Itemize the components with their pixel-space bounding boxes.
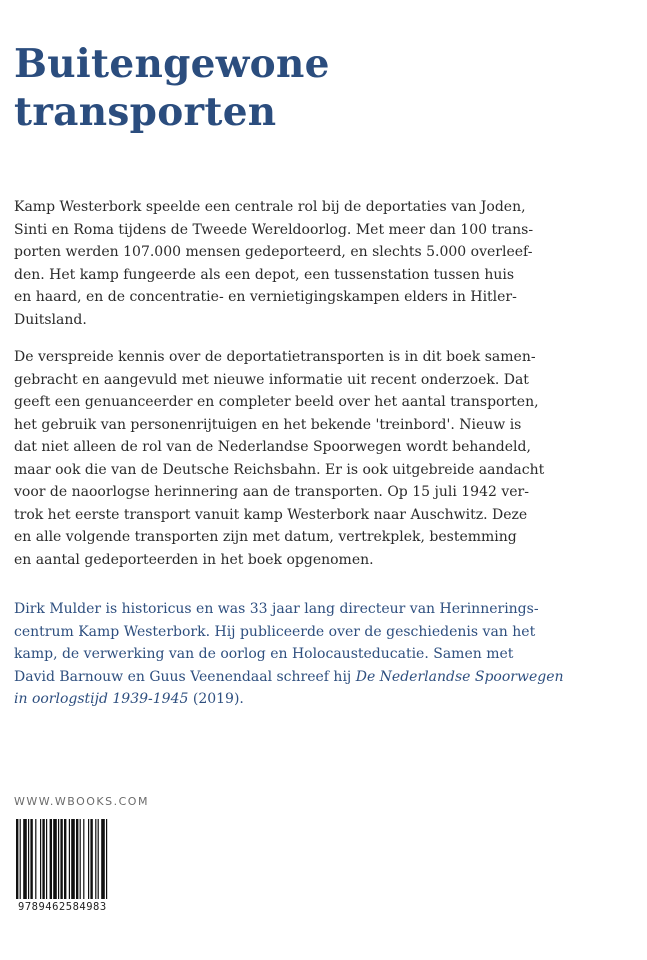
title-line-1: Buitengewone: [14, 41, 330, 87]
text-line: en haard, en de concentratie- en vernietigingskampen elders in Hitler-: [14, 289, 517, 305]
barcode: [10, 815, 142, 917]
publisher-website: WWW.WBOOKS.COM: [14, 795, 149, 808]
bio-line: Dirk Mulder is historicus en was 33 jaar lang directeur van Herinnerings-: [14, 601, 539, 617]
text-line: Sinti en Roma tijdens de Tweede Wereldoorlog. Met meer dan 100 trans-: [14, 221, 534, 238]
bio-line: centrum Kamp Westerbork. Hij publiceerde over de geschiedenis van het: [14, 623, 536, 640]
barcode-bar: [30, 819, 32, 899]
barcode-bar: [83, 819, 84, 899]
barcode-bar: [64, 819, 66, 899]
text-line: het gebruik van personenrijtuigen en het bekende 'treinbord'. Nieuw is: [14, 416, 522, 433]
barcode-bar: [95, 819, 96, 899]
text-line: voor de naoorlogse herinnering aan de transporten. Op 15 juli 1942 ver-: [14, 484, 529, 500]
text-line: Kamp Westerbork speelde een centrale rol bij de deportaties van Joden,: [14, 199, 526, 215]
bio-line: [14, 666, 624, 689]
book-title-italic: in oorlogstijd 1939-1945: [14, 691, 189, 707]
bio-line: [14, 688, 624, 711]
barcode-bar: [46, 819, 47, 899]
barcode-bar: [53, 819, 57, 899]
title-line-2: transporten: [14, 89, 277, 135]
text-line: en aantal gedeporteerden in het boek opgenomen.: [14, 551, 374, 568]
intro-paragraph: [14, 196, 624, 331]
barcode-bar: [28, 819, 29, 899]
barcode-bar: [35, 819, 36, 899]
barcode-bar: [50, 819, 52, 899]
text-line: dat niet alleen de rol van de Nederlandse Spoorwegen wordt behandeld,: [14, 439, 531, 455]
text-line: De verspreide kennis over de deportatietransporten is in dit boek samen-: [14, 349, 536, 365]
text-line: maar ook die van de Deutsche Reichsbahn. Er is ook uitgebreide aandacht: [14, 461, 545, 478]
barcode-bar: [42, 819, 44, 899]
bio-text: (2019).: [188, 691, 244, 707]
bio-text: David Barnouw en Guus Veenendaal schreef hij: [14, 668, 356, 685]
barcode-bar: [101, 819, 105, 899]
barcode-bar: [71, 819, 75, 899]
barcode-bar: [90, 819, 92, 899]
text-line: gebracht en aangevuld met nieuwe informatie uit recent onderzoek. Dat: [14, 371, 529, 388]
body-paragraph: [14, 346, 624, 571]
barcode-bar: [76, 819, 78, 899]
text-line: den. Het kamp fungeerde als een depot, een tussenstation tussen huis: [14, 266, 515, 283]
barcode-bar: [88, 819, 89, 899]
bio-line: kamp, de verwerking van de oorlog en Holocausteducatie. Samen met: [14, 646, 514, 662]
barcode-bar: [106, 819, 107, 899]
text-line: porten werden 107.000 mensen gedeporteerd, en slechts 5.000 overleef-: [14, 244, 533, 260]
barcode-bar: [98, 819, 99, 899]
barcode-bar: [69, 819, 70, 899]
barcode-bar: [16, 819, 18, 899]
barcode-bar: [80, 819, 81, 899]
barcode-bars: [14, 819, 138, 899]
text-line: Duitsland.: [14, 311, 87, 328]
barcode-bar: [20, 819, 21, 899]
text-line: en alle volgende transporten zijn met datum, vertrekplek, bestemming: [14, 529, 517, 545]
book-title: [14, 40, 330, 136]
isbn-number: 9789462584983: [18, 901, 107, 913]
barcode-bar: [23, 819, 27, 899]
text-line: geeft een genuanceerder en completer beeld over het aantal transporten,: [14, 394, 539, 410]
barcode-bar: [58, 819, 59, 899]
barcode-bar: [40, 819, 41, 899]
text-line: trok het eerste transport vanuit kamp Westerbork naar Auschwitz. Deze: [14, 506, 528, 523]
book-title-italic: De Nederlandse Spoorwegen: [355, 668, 564, 685]
author-bio: [14, 598, 624, 711]
barcode-bar: [60, 819, 62, 899]
